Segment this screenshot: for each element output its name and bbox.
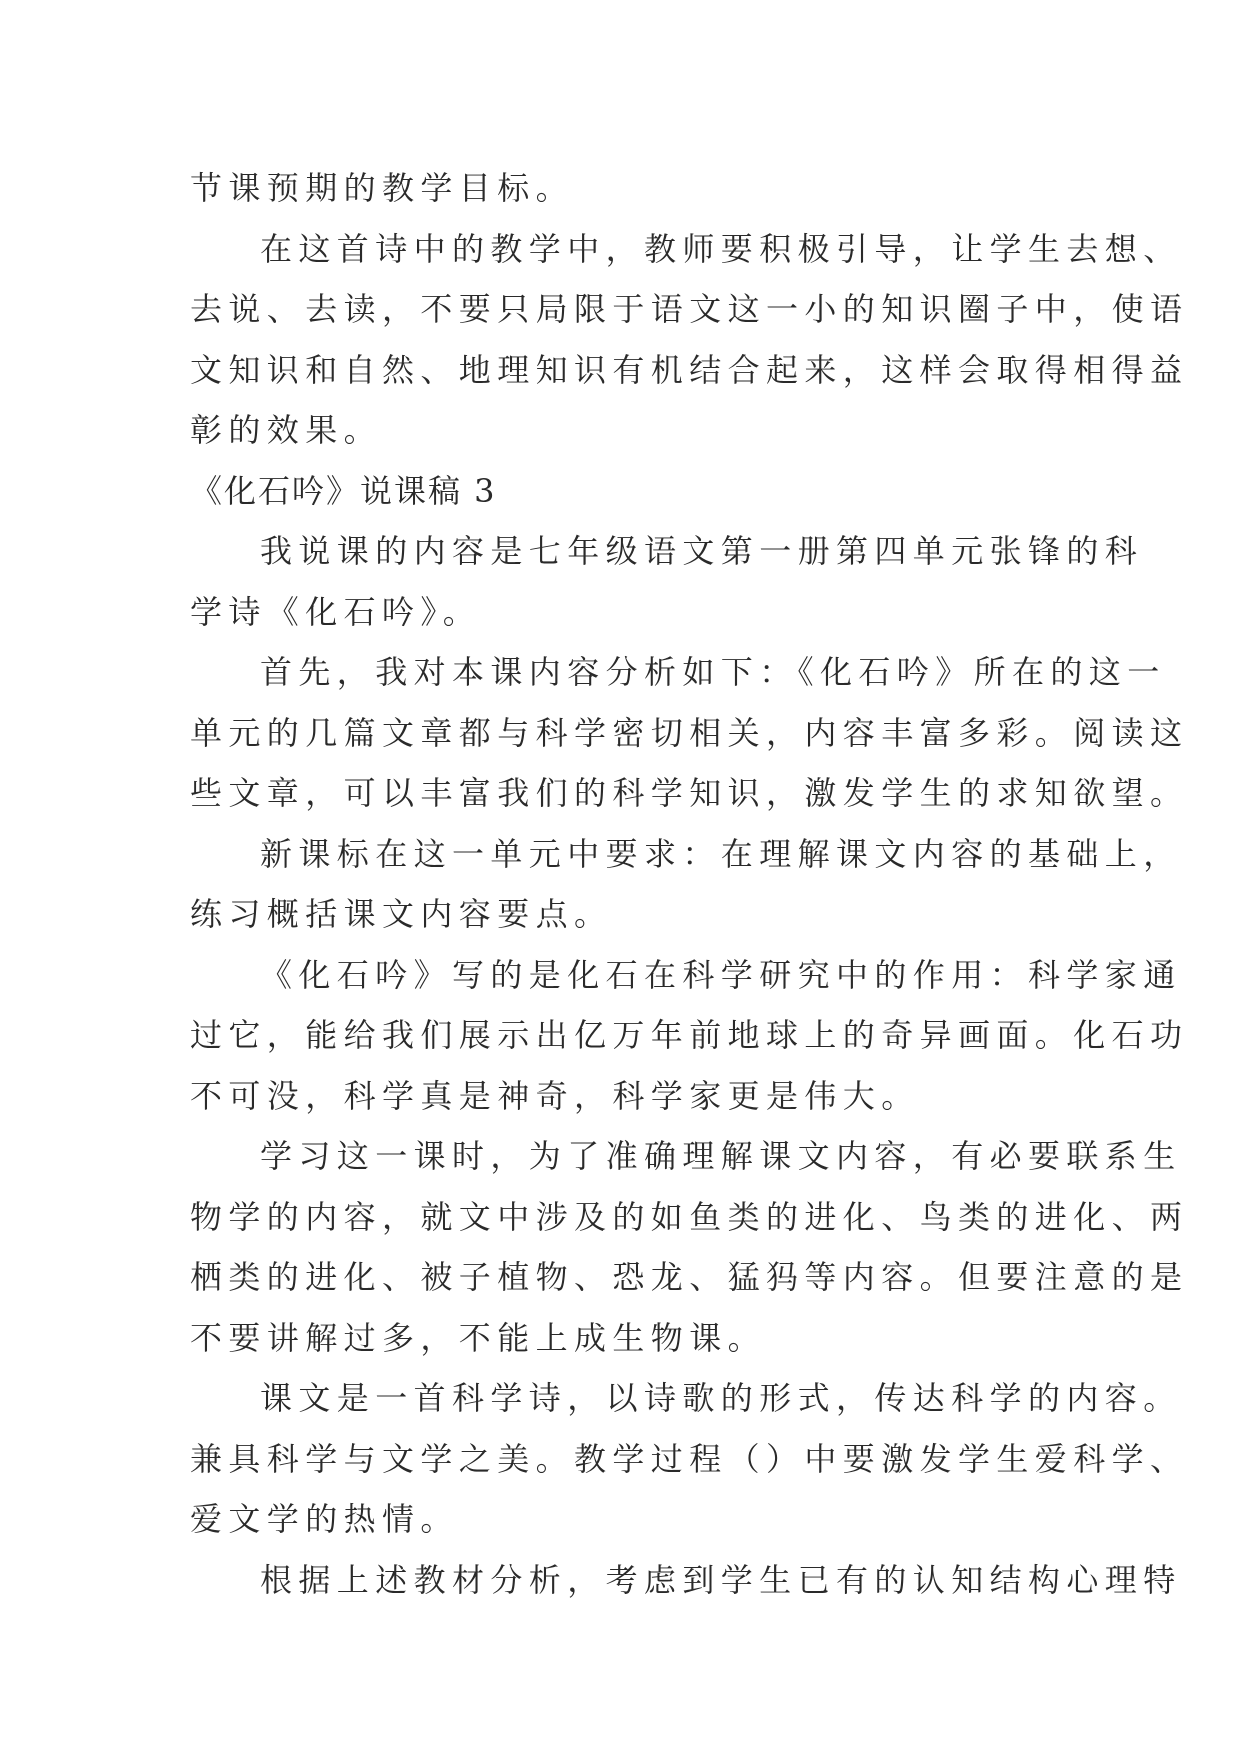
paragraph-start-line: 新课标在这一单元中要求：在理解课文内容的基础上，	[260, 834, 1182, 873]
text-line: 节课预期的教学目标。	[190, 169, 575, 207]
text-line: 彰的效果。	[190, 411, 383, 449]
text-line: 不要讲解过多，不能上成生物课。	[190, 1318, 767, 1357]
text-line: 去说、去读，不要只局限于语文这一小的知识圈子中，使语	[190, 290, 1189, 328]
paragraph-start-line: 《化石吟》写的是化石在科学研究中的作用：科学家通	[260, 955, 1182, 994]
paragraph-start-line: 学习这一课时，为了准确理解课文内容，有必要联系生	[260, 1137, 1182, 1175]
paragraph-start-line: 首先，我对本课内容分析如下：《化石吟》所在的这一	[260, 653, 1166, 691]
text-line: 些文章，可以丰富我们的科学知识，激发学生的求知欲望。	[190, 774, 1189, 812]
text-line: 栖类的进化、被子植物、恐龙、猛犸等内容。但要注意的是	[190, 1258, 1189, 1296]
text-line: 单元的几篇文章都与科学密切相关，内容丰富多彩。阅读这	[190, 713, 1189, 752]
paragraph-start-line: 根据上述教材分析，考虑到学生已有的认知结构心理特	[260, 1560, 1182, 1599]
text-line: 练习概括课文内容要点。	[190, 895, 613, 933]
paragraph-start-line: 我说课的内容是七年级语文第一册第四单元张锋的科	[260, 532, 1144, 570]
text-line: 过它，能给我们展示出亿万年前地球上的奇异画面。化石功	[190, 1016, 1189, 1054]
text-line: 物学的内容，就文中涉及的如鱼类的进化、鸟类的进化、两	[190, 1197, 1189, 1236]
text-line: 文知识和自然、地理知识有机结合起来，这样会取得相得益	[190, 350, 1189, 389]
text-line: 学诗《化石吟》。	[190, 592, 482, 631]
text-line: 兼具科学与文学之美。教学过程（）中要激发学生爱科学、	[190, 1439, 1189, 1478]
paragraph-start-line: 在这首诗中的教学中，教师要积极引导，让学生去想、	[260, 229, 1182, 268]
section-heading: 《化石吟》说课稿 3	[190, 471, 497, 510]
text-line: 不可没，科学真是神奇，科学家更是伟大。	[190, 1076, 920, 1115]
text-line: 爱文学的热情。	[190, 1500, 459, 1538]
paragraph-start-line: 课文是一首科学诗，以诗歌的形式，传达科学的内容。	[260, 1379, 1182, 1417]
document-body	[190, 158, 1189, 1610]
